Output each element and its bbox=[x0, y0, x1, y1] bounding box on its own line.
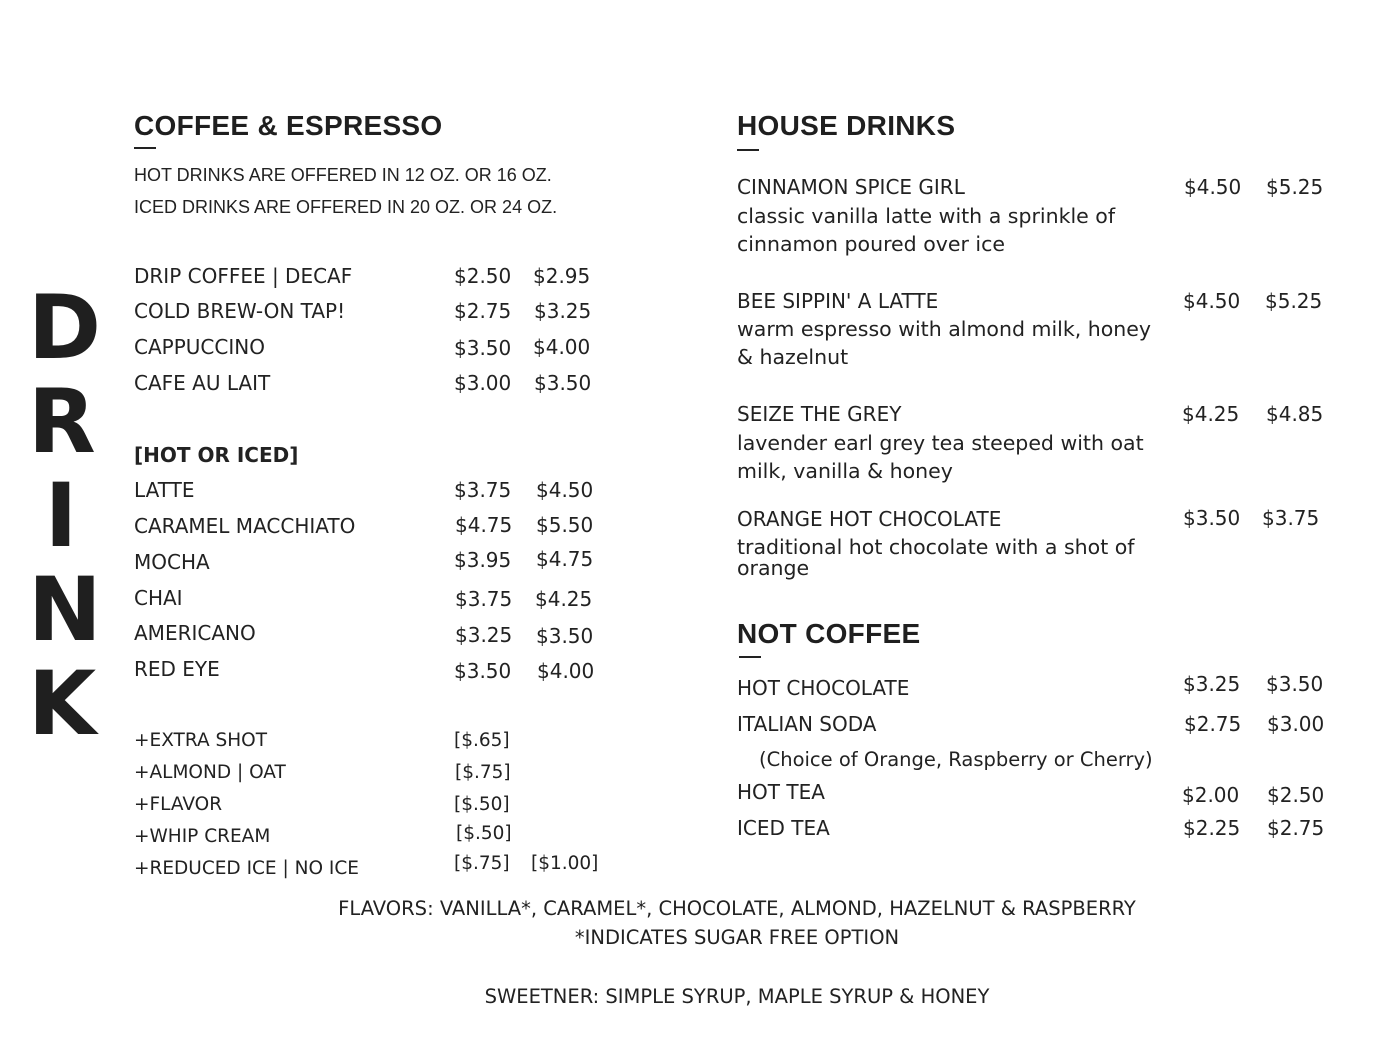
size-note: HOT DRINKS ARE OFFERED IN 12 OZ. OR 16 OZ. bbox=[134, 165, 552, 185]
menu-item-name: ICED TEA bbox=[737, 816, 830, 840]
price-small: $2.50 bbox=[454, 264, 512, 288]
price-small: $3.75 bbox=[455, 587, 513, 611]
side-letter: D bbox=[28, 276, 102, 379]
price-small: $3.50 bbox=[454, 336, 512, 360]
price-small: $3.95 bbox=[454, 548, 512, 572]
side-letter: I bbox=[44, 464, 78, 567]
price-large: $4.50 bbox=[536, 478, 594, 502]
price-small: $2.75 bbox=[1184, 712, 1242, 736]
menu-item-name: COLD BREW-ON TAP! bbox=[134, 299, 346, 323]
menu-item-name: CAPPUCCINO bbox=[134, 335, 265, 359]
menu-item-name: MOCHA bbox=[134, 550, 210, 574]
price-large: $4.85 bbox=[1266, 402, 1324, 426]
addon-name: +FLAVOR bbox=[134, 794, 223, 815]
side-letter: R bbox=[28, 370, 96, 473]
price-large: $4.00 bbox=[537, 659, 595, 683]
sweetener-line: SWEETNER: SIMPLE SYRUP, MAPLE SYRUP & HONEY bbox=[484, 985, 990, 1008]
price-large: $5.25 bbox=[1265, 289, 1323, 313]
menu-item-name: HOT CHOCOLATE bbox=[737, 676, 910, 700]
menu-item-description: classic vanilla latte with a sprinkle of cinnamon poured over ice bbox=[737, 204, 1116, 256]
title-underline bbox=[134, 147, 156, 149]
price-small: $4.50 bbox=[1183, 289, 1241, 313]
menu-item-name: LATTE bbox=[134, 478, 195, 502]
price-large: $5.50 bbox=[536, 513, 594, 537]
price-large: $2.50 bbox=[1267, 783, 1325, 807]
price-small: $2.25 bbox=[1183, 816, 1241, 840]
addon-price-alt: [$1.00] bbox=[531, 853, 599, 874]
price-large: $2.95 bbox=[533, 264, 591, 288]
menu-item-description: traditional hot chocolate with a shot of orange bbox=[737, 535, 1135, 580]
price-small: $3.75 bbox=[454, 478, 512, 502]
addon-name: +EXTRA SHOT bbox=[134, 730, 267, 751]
price-small: $3.50 bbox=[1183, 506, 1241, 530]
menu-item-name: CINNAMON SPICE GIRL bbox=[737, 175, 965, 199]
price-small: $4.50 bbox=[1184, 175, 1242, 199]
menu-item-name: AMERICANO bbox=[134, 621, 256, 645]
price-large: $2.75 bbox=[1267, 816, 1325, 840]
menu-item-name: ITALIAN SODA bbox=[737, 712, 877, 736]
menu-item-description: lavender earl grey tea steeped with oat milk, vanilla & honey bbox=[737, 431, 1144, 483]
house-section-title: HOUSE DRINKS bbox=[737, 110, 956, 141]
soda-flavor-note: (Choice of Orange, Raspberry or Cherry) bbox=[759, 748, 1153, 771]
price-large: $3.50 bbox=[536, 624, 594, 648]
menu-item-description: warm espresso with almond milk, honey & hazelnut bbox=[737, 317, 1152, 369]
price-small: $3.50 bbox=[454, 659, 512, 683]
addon-name: +ALMOND | OAT bbox=[134, 762, 286, 783]
price-small: $4.75 bbox=[455, 513, 513, 537]
title-underline bbox=[737, 149, 759, 151]
menu-item-name: ORANGE HOT CHOCOLATE bbox=[737, 507, 1002, 531]
price-large: $4.75 bbox=[536, 547, 594, 571]
menu-item-name: CAFE AU LAIT bbox=[134, 371, 271, 395]
menu-item-name: CHAI bbox=[134, 586, 183, 610]
price-large: $4.00 bbox=[533, 335, 591, 359]
price-small: $3.00 bbox=[454, 371, 512, 395]
addon-name: +WHIP CREAM bbox=[134, 826, 271, 847]
menu-item-name: RED EYE bbox=[134, 657, 220, 681]
side-letter: N bbox=[28, 558, 102, 661]
price-small: $2.00 bbox=[1182, 783, 1240, 807]
size-note: ICED DRINKS ARE OFFERED IN 20 OZ. OR 24 OZ. bbox=[134, 197, 558, 217]
side-letter: K bbox=[28, 652, 97, 755]
coffee-section-title: COFFEE & ESPRESSO bbox=[134, 110, 443, 141]
menu-item-name: DRIP COFFEE | DECAF bbox=[134, 264, 353, 288]
price-large: $3.00 bbox=[1267, 712, 1325, 736]
sugar-free-note: *INDICATES SUGAR FREE OPTION bbox=[574, 926, 900, 949]
price-large: $3.25 bbox=[534, 299, 592, 323]
price-small: $3.25 bbox=[1183, 672, 1241, 696]
price-large: $3.75 bbox=[1262, 506, 1320, 530]
addon-price: [$.75] bbox=[454, 853, 510, 874]
price-small: $4.25 bbox=[1182, 402, 1240, 426]
addon-price: [$.75] bbox=[455, 762, 511, 783]
addon-name: +REDUCED ICE | NO ICE bbox=[134, 858, 359, 879]
hot-or-iced-label: [HOT OR ICED] bbox=[134, 443, 299, 467]
menu-item-name: CARAMEL MACCHIATO bbox=[134, 514, 356, 538]
price-small: $3.25 bbox=[455, 623, 513, 647]
price-small: $2.75 bbox=[454, 299, 512, 323]
price-large: $5.25 bbox=[1266, 175, 1324, 199]
addon-price: [$.50] bbox=[456, 823, 512, 844]
menu-item-name: HOT TEA bbox=[737, 780, 825, 804]
addon-price: [$.50] bbox=[454, 794, 510, 815]
flavors-line: FLAVORS: VANILLA*, CARAMEL*, CHOCOLATE, ALMOND, HAZELNUT & RASPBERRY bbox=[338, 897, 1136, 920]
price-large: $3.50 bbox=[1266, 672, 1324, 696]
title-underline bbox=[739, 656, 761, 658]
not-coffee-section-title: NOT COFFEE bbox=[737, 618, 921, 649]
menu-item-name: SEIZE THE GREY bbox=[737, 402, 902, 426]
menu-item-name: BEE SIPPIN' A LATTE bbox=[737, 289, 939, 313]
price-large: $3.50 bbox=[534, 371, 592, 395]
price-large: $4.25 bbox=[535, 587, 593, 611]
addon-price: [$.65] bbox=[454, 730, 510, 751]
